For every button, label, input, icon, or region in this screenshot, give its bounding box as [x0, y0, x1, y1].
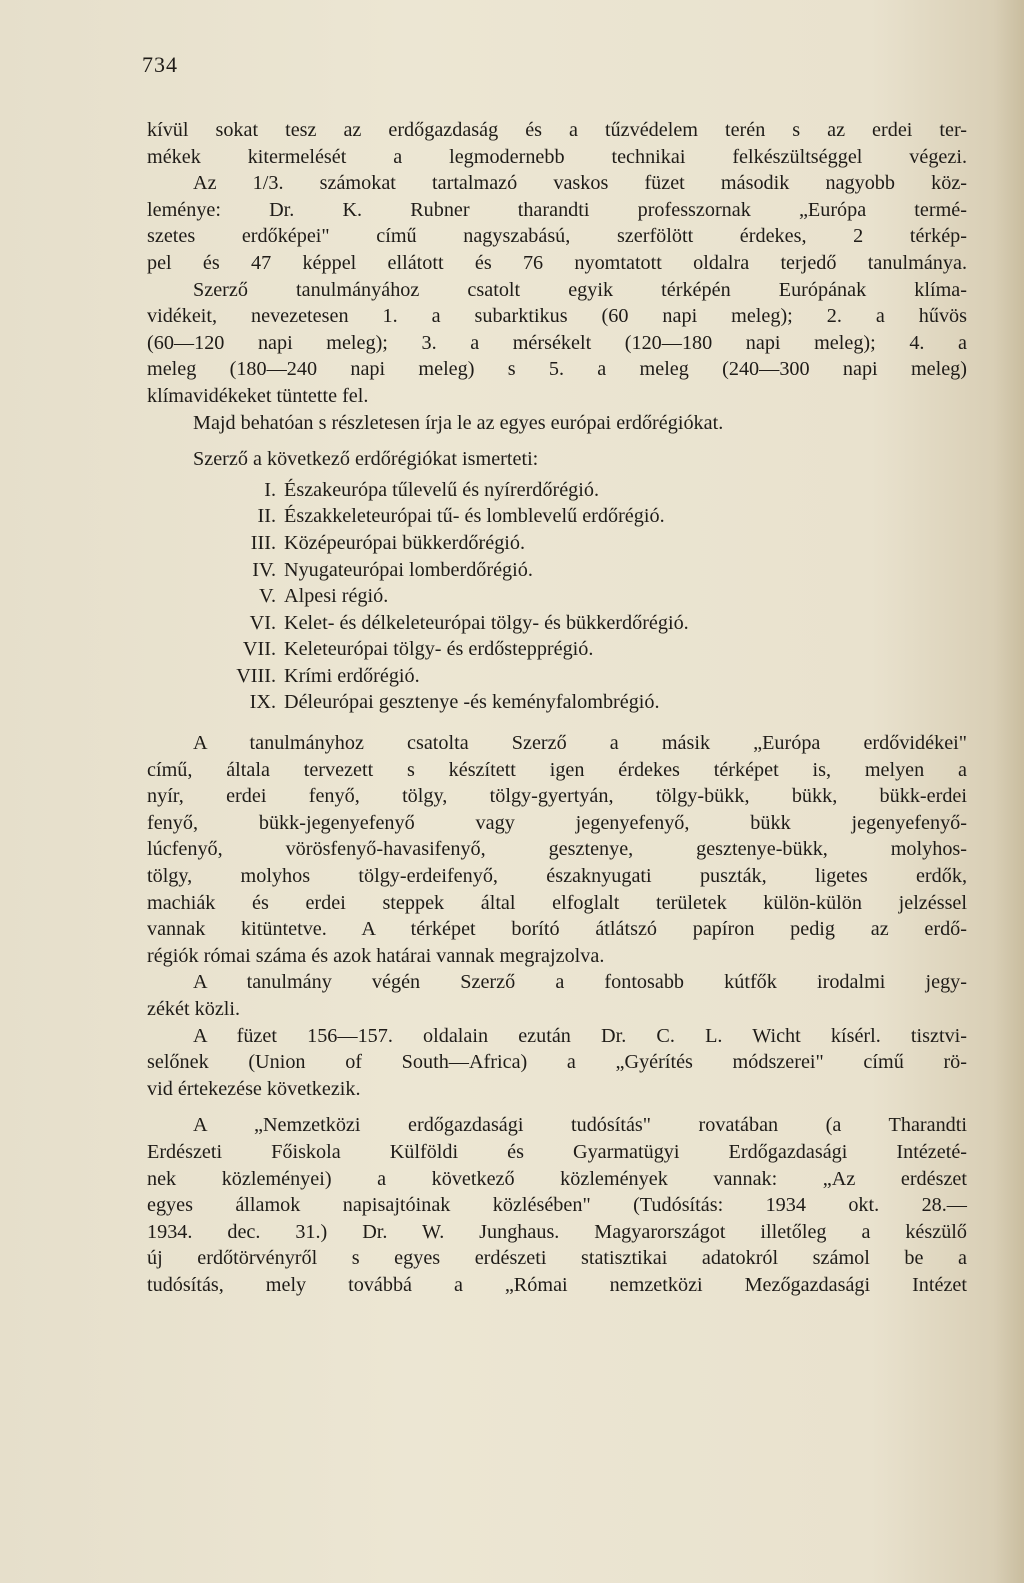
text-line: vidékeit, nevezetesen 1. a subarktikus (60 napi meleg); 2. a hűvös — [147, 305, 967, 328]
list-number: IV. — [252, 558, 276, 581]
text-line: vannak kitüntetve. A térképet borító átlátszó papíron pedig az erdő- — [147, 918, 967, 941]
text-line: (60—120 napi meleg); 3. a mérsékelt (120—180 napi meleg); 4. a — [147, 331, 967, 354]
text-line: című, általa tervezett s készített igen érdekes térképet is, melyen a — [147, 758, 967, 781]
list-text: Északeurópa tűlevelű és nyírerdőrégió. — [284, 478, 600, 501]
text-line: új erdőtörvényről s egyes erdészeti statisztikai adatokról számol be a — [147, 1247, 967, 1270]
list-item — [147, 503, 967, 530]
text-line: nek közleményei) a következő közlemények vannak: „Az erdészet — [147, 1167, 967, 1190]
list-text: Déleurópai gesztenye -és keményfalombrégió. — [284, 691, 660, 714]
list-item — [147, 636, 967, 663]
paragraph-2 — [147, 730, 967, 969]
body-text — [147, 117, 967, 1299]
text-line: A „Nemzetközi erdőgazdasági tudósítás" rovatában (a Tharandti — [193, 1114, 967, 1137]
text-line: meleg (180—240 napi meleg) s 5. a meleg (240—300 napi meleg) — [147, 358, 967, 381]
list-text: Krími erdőrégió. — [284, 664, 420, 687]
text-line: leménye: Dr. K. Rubner tharandti professzornak „Európa termé- — [147, 198, 967, 221]
text-line: A tanulmány végén Szerző a fontosabb kútfők irodalmi jegy- — [193, 971, 967, 994]
list-number: VII. — [242, 638, 276, 661]
list-text: Alpesi régió. — [284, 585, 389, 608]
text-line: mékek kitermelését a legmodernebb technikai felkészültséggel végezi. — [147, 145, 967, 168]
list-item — [147, 557, 967, 584]
list-item — [147, 610, 967, 637]
paragraph-3 — [147, 969, 967, 1022]
list-item — [147, 530, 967, 557]
text-line: tudósítás, mely továbbá a „Római nemzetközi Mezőgazdasági Intézet — [147, 1273, 967, 1296]
text-line: Majd behatóan s részletesen írja le az egyes európai erdőrégiókat. — [193, 411, 724, 434]
text-line: egyes államok napisajtóinak közlésében" (Tudósítás: 1934 okt. 28.— — [147, 1194, 967, 1217]
list-number: I. — [264, 478, 276, 501]
text-line: A tanulmányhoz csatolta Szerző a másik „Európa erdővidékei" — [193, 732, 967, 755]
text-line: Szerző tanulmányához csatolt egyik térképén Európának klíma- — [193, 278, 967, 301]
list-text: Nyugateurópai lomberdőrégió. — [284, 558, 533, 581]
text-line: régiók római száma és azok határai vannak megrajzolva. — [147, 944, 605, 967]
text-line: fenyő, bükk-jegenyefenyő vagy jegenyefenyő, bükk jegenyefenyő- — [147, 811, 967, 834]
list-text: Keleteurópai tölgy- és erdőstepprégió. — [284, 638, 594, 661]
list-text: Középeurópai bükkerdőrégió. — [284, 531, 526, 554]
region-list — [147, 477, 967, 716]
text-line: vid értekezése következik. — [147, 1077, 361, 1100]
paragraph-4 — [147, 1023, 967, 1103]
text-line: 1934. dec. 31.) Dr. W. Junghaus. Magyarországot illetőleg a készülő — [147, 1220, 967, 1243]
text-line: szetes erdőképei" című nagyszabású, szerfölött érdekes, 2 térkép- — [147, 225, 967, 248]
list-item — [147, 583, 967, 610]
list-number: III. — [250, 531, 276, 554]
text-line: A füzet 156—157. oldalain ezután Dr. C. L. Wicht kísérl. tisztvi- — [193, 1024, 967, 1047]
list-item — [147, 663, 967, 690]
text-line: Erdészeti Főiskola Külföldi és Gyarmatügyi Erdőgazdasági Intézeté- — [147, 1140, 967, 1163]
text-line: klímavidékeket tüntette fel. — [147, 384, 369, 407]
text-line: kívül sokat tesz az erdőgazdaság és a tűzvédelem terén s az erdei ter- — [147, 119, 967, 141]
text-line: nyír, erdei fenyő, tölgy, tölgy-gyertyán, tölgy-bükk, bükk, bükk-erdei — [147, 785, 967, 808]
text-line: zékét közli. — [147, 998, 241, 1020]
list-number: VIII. — [236, 664, 276, 687]
list-item — [147, 477, 967, 504]
list-number: II. — [257, 505, 276, 528]
text-line: machiák és erdei steppek által elfoglalt területek külön-külön jelzéssel — [147, 891, 967, 914]
text-line: lúcfenyő, vörösfenyő-havasifenyő, gesztenye, gesztenye-bükk, molyhos- — [147, 838, 967, 861]
paragraph-5 — [147, 1112, 967, 1298]
list-text: Kelet- és délkeleteurópai tölgy- és bükkerdőrégió. — [284, 611, 689, 634]
list-number: V. — [258, 585, 276, 608]
text-line: tölgy, molyhos tölgy-erdeifenyő, északnyugati puszták, ligetes erdők, — [147, 865, 967, 888]
page-number: 734 — [142, 52, 178, 77]
text-line: selőnek (Union of South—Africa) a „Gyérítés módszerei" című rö- — [147, 1051, 967, 1074]
list-number: VI. — [249, 611, 276, 634]
paragraph-1 — [147, 117, 967, 436]
list-number: IX. — [249, 691, 276, 714]
text-line: pel és 47 képpel ellátott és 76 nyomtatott oldalra terjedő tanulmánya. — [147, 251, 967, 274]
list-item — [147, 689, 967, 716]
text-line: Az 1/3. számokat tartalmazó vaskos füzet második nagyobb köz- — [193, 172, 967, 195]
list-text: Északkeleteurópai tű- és lomblevelű erdőrégió. — [284, 505, 665, 528]
regions-intro: Szerző a következő erdőrégiókat ismerteti: — [193, 448, 539, 471]
